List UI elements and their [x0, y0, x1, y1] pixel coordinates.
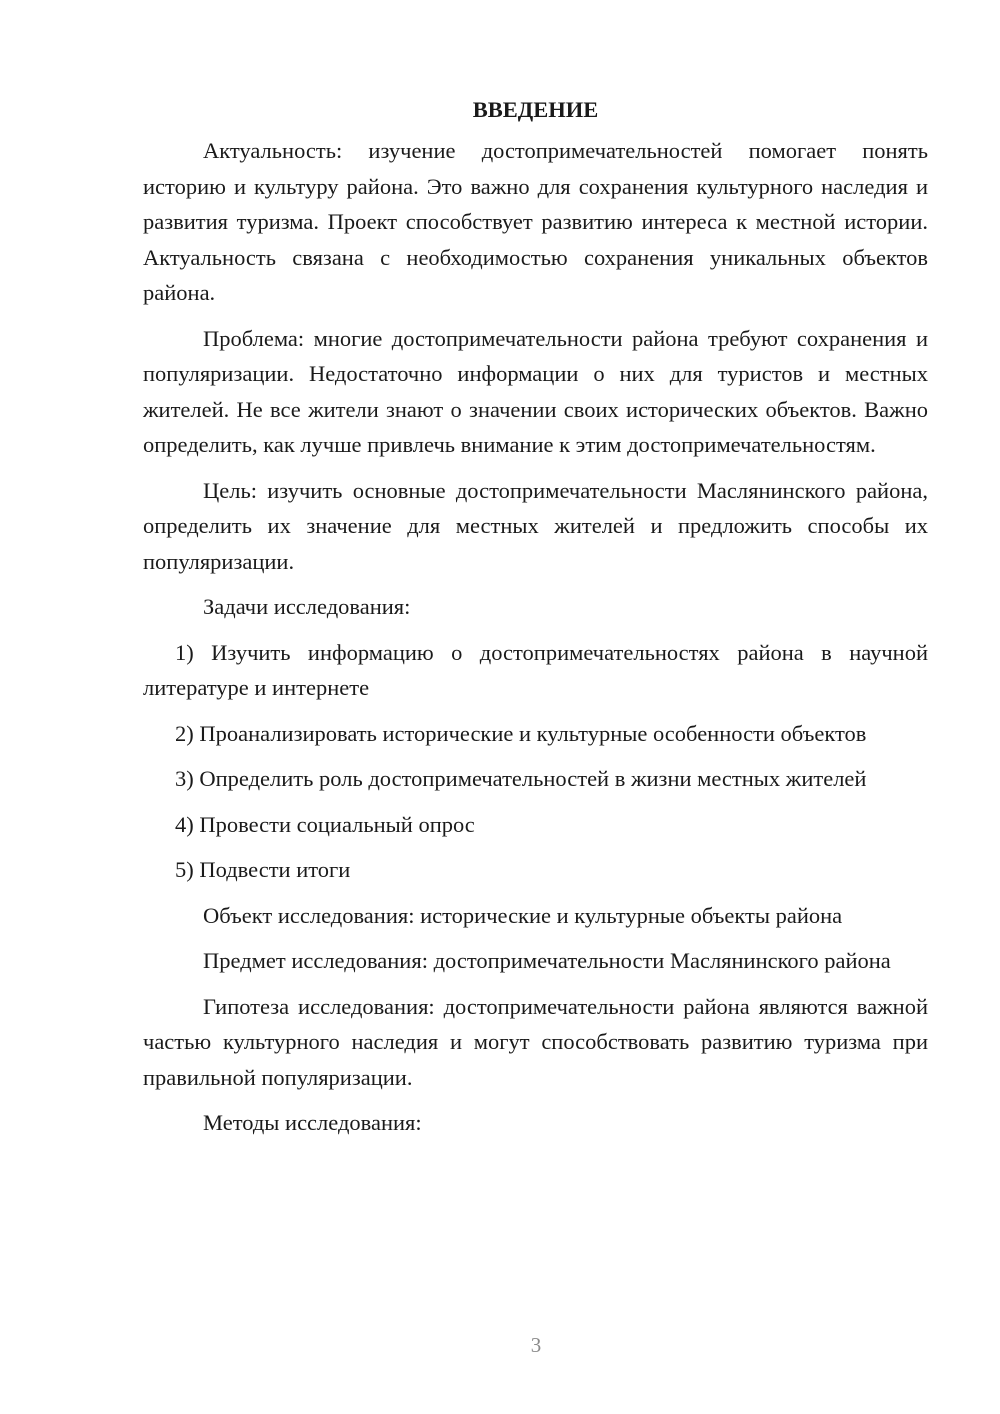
page-number: 3	[530, 1333, 542, 1357]
page-content	[143, 95, 928, 1151]
task-item: 1) Изучить информацию о достопримечательностях района в научной литературе и интернете	[143, 639, 928, 700]
page-title: ВВЕДЕНИЕ	[472, 97, 599, 122]
hypothesis-paragraph: Гипотеза исследования: достопримечательности района являются важной частью культурного наследия и могут способствовать развитию туризма при правильной популяризации.	[143, 993, 928, 1090]
object-paragraph: Объект исследования: исторические и культурные объекты района	[203, 902, 843, 928]
relevance-paragraph: Актуальность: изучение достопримечательностей помогает понять историю и культуру района. Это важно для сохранения культурного наследия и развития туризма. Проект способствует развитию интереса к местной истории. Актуальность связана с необходимостью сохранения уникальных объектов района.	[143, 138, 928, 305]
problem-paragraph: Проблема: многие достопримечательности района требуют сохранения и популяризации. Недостаточно информации о них для туристов и местных жителей. Не все жители знают о значении своих исторических объектов. Важно определить, как лучше привлечь внимание к этим достопримечательностям.	[143, 325, 928, 457]
task-item: 4) Провести социальный опрос	[175, 811, 475, 837]
goal-paragraph: Цель: изучить основные достопримечательности Маслянинского района, определить их значение для местных жителей и предложить способы их популяризации.	[143, 477, 928, 574]
tasks-heading: Задачи исследования:	[203, 594, 411, 619]
methods-heading: Методы исследования:	[203, 1110, 422, 1135]
task-item: 3) Определить роль достопримечательностей в жизни местных жителей	[175, 766, 867, 791]
task-item: 2) Проанализировать исторические и культурные особенности объектов	[175, 720, 867, 746]
subject-paragraph: Предмет исследования: достопримечательности Маслянинского района	[203, 948, 891, 973]
task-item: 5) Подвести итоги	[175, 857, 351, 882]
tasks-list	[143, 635, 928, 888]
